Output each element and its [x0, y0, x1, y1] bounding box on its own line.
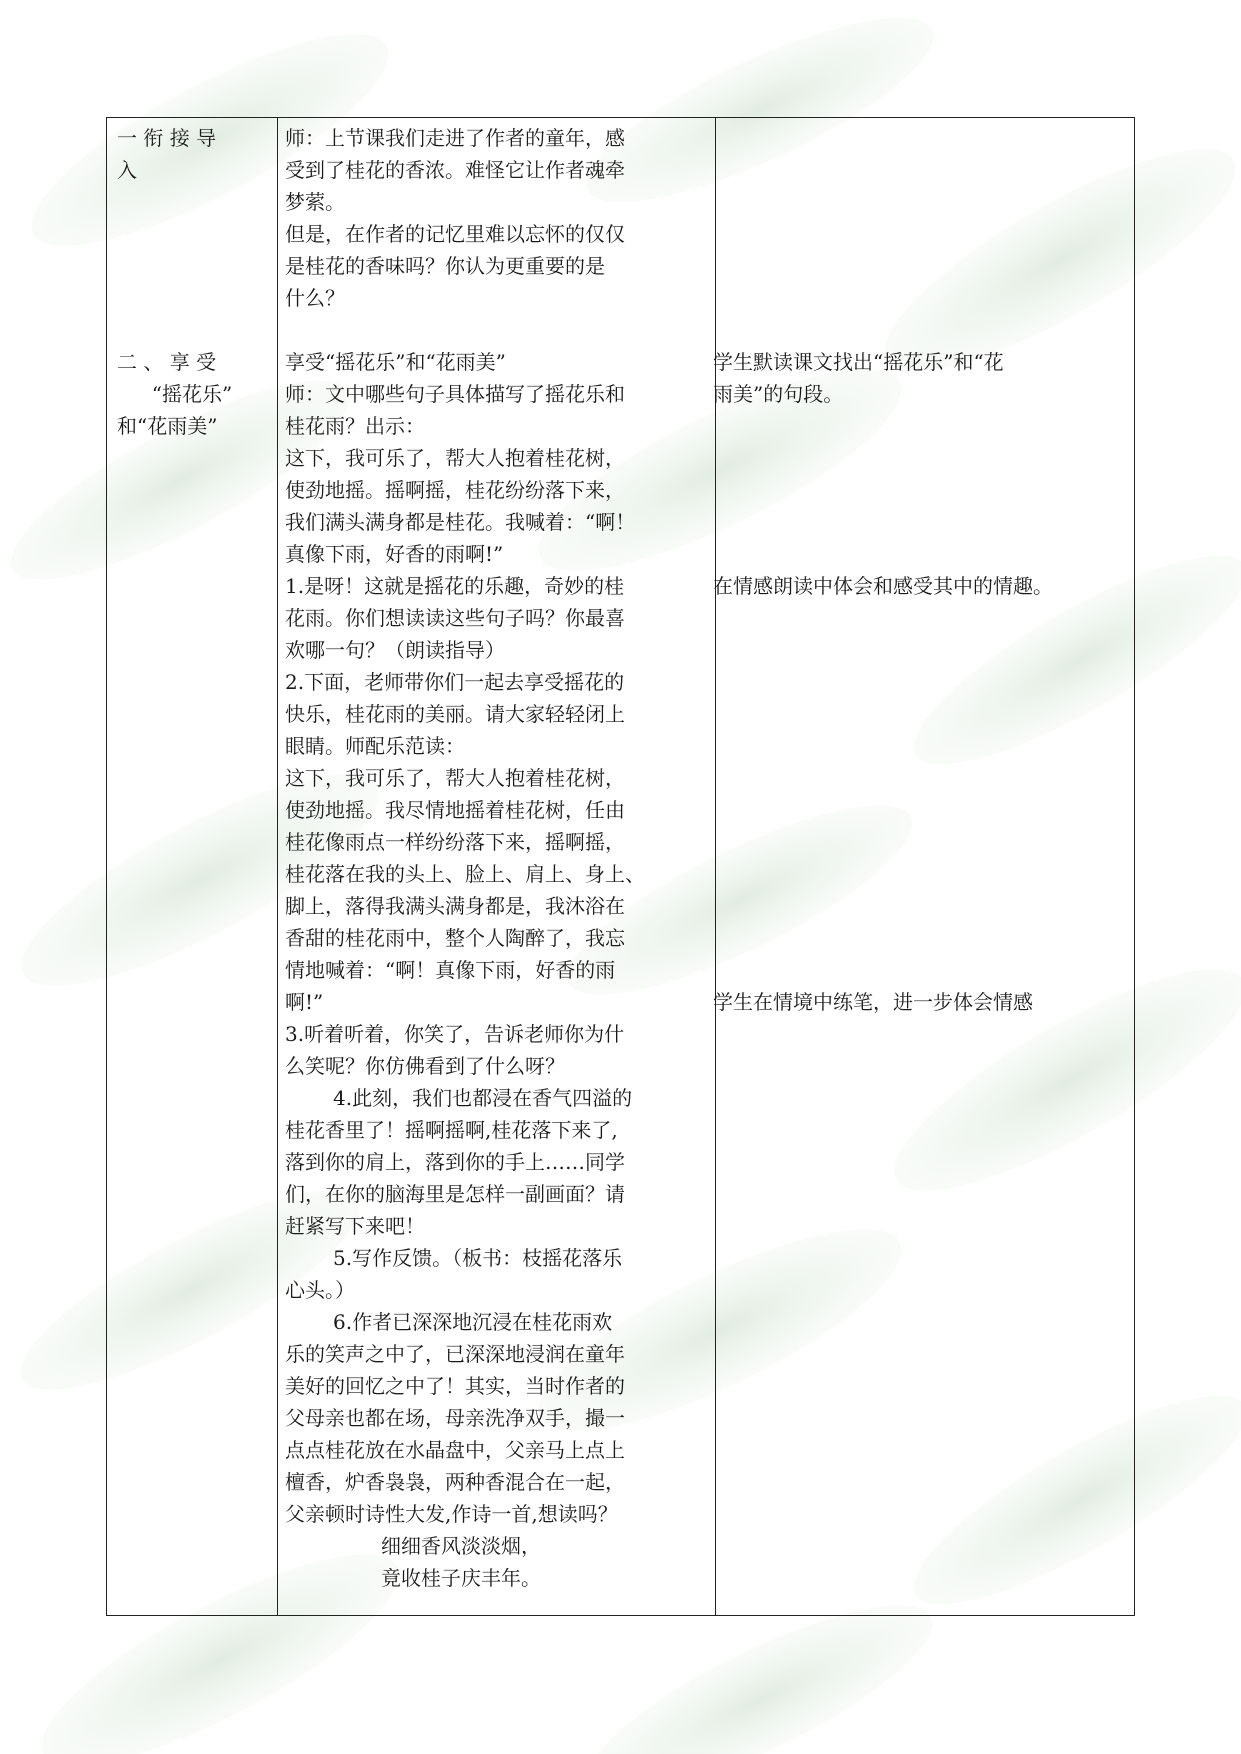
stage-text: 二 、 享 受	[117, 350, 217, 374]
quoted-text-line: 我们满头满身都是桂花。我喊着：“啊！	[285, 510, 636, 534]
column-divider	[715, 118, 716, 1615]
teacher-text-line: 桂花香里了！摇啊摇啊,桂花落下来了,	[285, 1118, 618, 1142]
teacher-text-line: 梦萦。	[285, 190, 345, 214]
teacher-text-line: 花雨。你们想读读这些句子吗？你最喜	[285, 606, 625, 630]
quoted-text-line: 使劲地摇。我尽情地摇着桂花树，任由	[285, 798, 625, 822]
stage-text: 入	[117, 158, 137, 182]
quoted-text-line: 使劲地摇。摇啊摇，桂花纷纷落下来，	[285, 478, 625, 502]
student-text-line: 学生在情境中练笔，进一步体会情感	[713, 990, 1033, 1014]
teacher-text-line: 乐的笑声之中了，已深深地浸润在童年	[285, 1342, 625, 1366]
teacher-text-line: 们，在你的脑海里是怎样一副画面？请	[285, 1182, 625, 1206]
teacher-text-line: 点点桂花放在水晶盘中，父亲马上点上	[285, 1438, 625, 1462]
quoted-text-line: 桂花像雨点一样纷纷落下来，摇啊摇，	[285, 830, 625, 854]
teacher-text-line: 欢哪一句？（朗读指导）	[285, 638, 505, 662]
quoted-text-line: 香甜的桂花雨中，整个人陶醉了，我忘	[285, 926, 625, 950]
teacher-text-line: 檀香，炉香袅袅，两种香混合在一起，	[285, 1470, 625, 1494]
teacher-text-line: 但是，在作者的记忆里难以忘怀的仅仅	[285, 222, 625, 246]
quoted-text-line: 情地喊着：“啊！真像下雨，好香的雨	[285, 958, 616, 982]
teacher-text-line: 3.听着听着，你笑了，告诉老师你为什	[285, 1022, 625, 1046]
quoted-text-line: 真像下雨，好香的雨啊!”	[285, 542, 504, 566]
stage-2-heading	[117, 346, 267, 442]
quoted-text-line: 这下，我可乐了，帮大人抱着桂花树，	[285, 446, 625, 470]
student-activity-note-1	[713, 346, 1113, 410]
quoted-text-line: 桂花落在我的头上、脸上、肩上、身上、	[285, 862, 645, 886]
poem-line: 细细香风淡淡烟，	[381, 1534, 541, 1558]
student-text-line: 雨美”的句段。	[713, 382, 844, 406]
teacher-text-line: 5.写作反馈。（板书：枝摇花落乐	[333, 1246, 623, 1270]
teacher-activity-block-1	[285, 122, 665, 314]
teacher-text-line: 父母亲也都在场，母亲洗净双手，撮一	[285, 1406, 625, 1430]
stage-text: “摇花乐”	[151, 382, 233, 406]
teacher-activity-block-2	[285, 346, 665, 1594]
column-divider	[277, 118, 278, 1615]
student-text-line: 在情感朗读中体会和感受其中的情趣。	[713, 574, 1053, 598]
teacher-text-line: 师：文中哪些句子具体描写了摇花乐和	[285, 382, 625, 406]
teacher-text-line: 落到你的肩上，落到你的手上……同学	[285, 1150, 625, 1174]
lesson-plan-table	[106, 117, 1135, 1616]
teacher-text-line: 眼睛。师配乐范读：	[285, 734, 465, 758]
quoted-text-line: 这下，我可乐了，帮大人抱着桂花树，	[285, 766, 625, 790]
teacher-text-line: 4.此刻，我们也都浸在香气四溢的	[333, 1086, 633, 1110]
teacher-text-line: 快乐，桂花雨的美丽。请大家轻轻闭上	[285, 702, 625, 726]
teacher-text-line: 什么？	[285, 286, 345, 310]
teacher-text-line: 赶紧写下来吧！	[285, 1214, 425, 1238]
teacher-text-line: 受到了桂花的香浓。难怪它让作者魂牵	[285, 158, 625, 182]
teacher-text-line: 1.是呀！这就是摇花的乐趣，奇妙的桂	[285, 574, 625, 598]
teacher-text-line: 父亲顿时诗性大发,作诗一首,想读吗？	[285, 1502, 618, 1526]
poem-line: 竟收桂子庆丰年。	[381, 1566, 541, 1590]
teacher-text-line: 么笑呢？你仿佛看到了什么呀？	[285, 1054, 565, 1078]
stage-text: 一 衔 接 导	[117, 126, 217, 150]
quoted-text-line: 脚上，落得我满头满身都是，我沐浴在	[285, 894, 625, 918]
teacher-text-line: 享受“摇花乐”和“花雨美”	[285, 350, 506, 374]
teacher-text-line: 美好的回忆之中了！其实，当时作者的	[285, 1374, 625, 1398]
teacher-text-line: 2.下面，老师带你们一起去享受摇花的	[285, 670, 625, 694]
teacher-text-line: 桂花雨？出示：	[285, 414, 425, 438]
teacher-text-line: 6.作者已深深地沉浸在桂花雨欢	[333, 1310, 613, 1334]
student-activity-note-2	[713, 570, 1113, 602]
student-text-line: 学生默读课文找出“摇花乐”和“花	[713, 350, 1004, 374]
student-activity-note-3	[713, 986, 1113, 1018]
stage-1-heading	[117, 122, 267, 186]
teacher-text-line: 是桂花的香味吗？你认为更重要的是	[285, 254, 605, 278]
teacher-text-line: 师：上节课我们走进了作者的童年，感	[285, 126, 625, 150]
stage-text: 和“花雨美”	[117, 414, 218, 438]
quoted-text-line: 啊!”	[285, 990, 324, 1014]
teacher-text-line: 心头。）	[285, 1278, 355, 1302]
